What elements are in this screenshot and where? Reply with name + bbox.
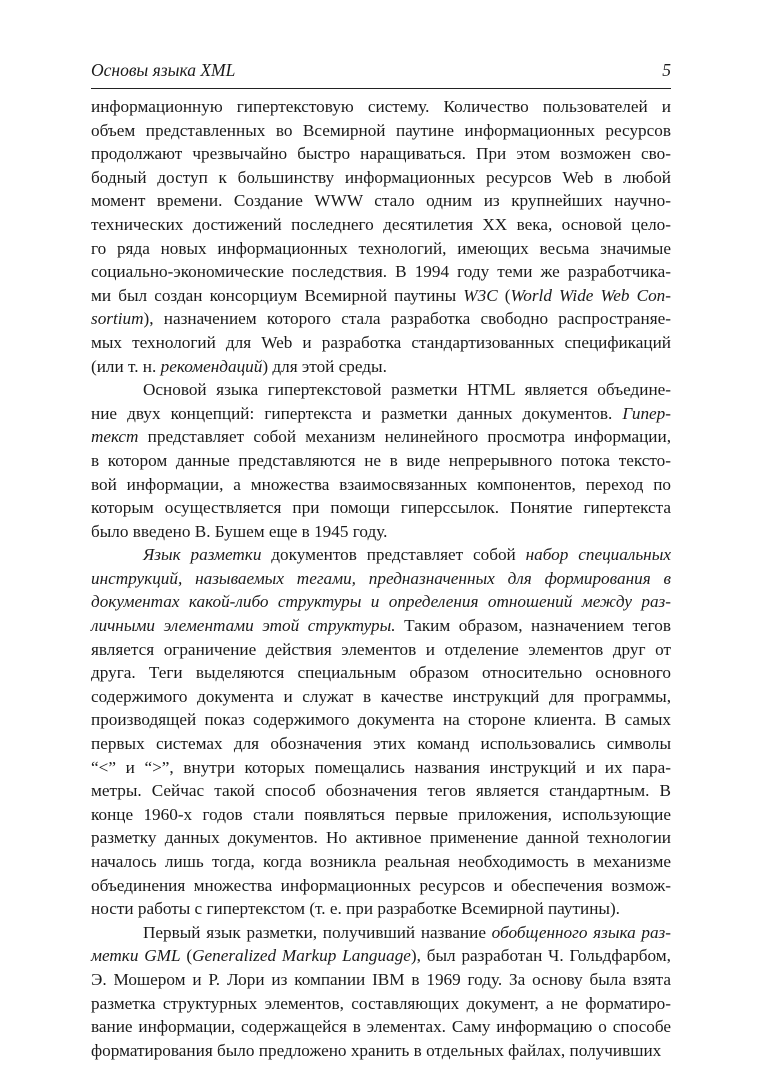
text-line	[91, 1039, 671, 1063]
text-run: (	[497, 285, 511, 305]
paragraph	[91, 921, 671, 1063]
italic-run: рекомендаций	[160, 356, 263, 376]
text-line	[91, 449, 671, 473]
text-run: ности работы с гипертекстом (т. е. при разработке Всемирной паутины).	[91, 899, 620, 919]
text-line	[91, 614, 671, 638]
text-run: го ряда новых информационных технологий, имеющих весьма значимые	[91, 238, 671, 258]
text-run: информационную гипертекстовую систему. Количество пользователей и	[91, 97, 671, 116]
italic-run: Язык разметки	[143, 545, 262, 565]
text-line	[91, 708, 671, 732]
text-line	[91, 850, 671, 874]
paragraph	[91, 543, 671, 921]
text-run: Таким образом, назначением тегов	[395, 616, 671, 636]
text-line	[91, 732, 671, 756]
text-run: является ограничение действия элементов и отделение элементов друг от	[91, 639, 671, 659]
text-run: производящей показ содержимого документа на стороне клиента. В самых	[91, 710, 671, 730]
text-run: “<” и “>”, внутри которых помещались названия инструкций и их пара-	[91, 757, 671, 777]
text-run: первых системах для обозначения этих команд использовались символы	[91, 734, 671, 754]
paragraph	[91, 95, 671, 378]
italic-run: метки GML	[91, 946, 181, 966]
text-run: бодный доступ к большинству информационных ресурсов Web в любой	[91, 167, 671, 187]
text-line	[91, 897, 671, 921]
text-line	[91, 473, 671, 497]
text-line	[91, 567, 671, 591]
text-run: технических достижений последнего десятилетия XX века, основой цело-	[91, 214, 671, 234]
text-line	[91, 921, 671, 945]
text-run: Первый язык разметки, получивший название	[143, 922, 492, 942]
paragraph	[91, 378, 671, 543]
text-line	[91, 166, 671, 190]
text-line	[91, 803, 671, 827]
text-run: конце 1960-х годов стали появляться первые приложения, использующие	[91, 804, 671, 824]
text-line	[91, 638, 671, 662]
text-run: мых технологий для Web и разработка стандартизованных спецификаций	[91, 332, 671, 352]
text-line	[91, 142, 671, 166]
text-run: друга. Теги выделяются специальным образом относительно основного	[91, 663, 671, 683]
text-line	[91, 756, 671, 780]
text-run: продолжают чрезвычайно быстро наращиваться. При этом возможен сво-	[91, 144, 671, 164]
text-line	[91, 496, 671, 520]
italic-run: sortium	[91, 309, 144, 329]
text-line	[91, 661, 671, 685]
text-line	[91, 402, 671, 426]
text-run: содержимого документа и служат в качестве инструкций для программы,	[91, 686, 671, 706]
text-line	[91, 874, 671, 898]
text-line	[91, 944, 671, 968]
text-run: ), был разработан Ч. Гольдфарбом,	[410, 946, 671, 966]
text-run: (или т. н.	[91, 356, 161, 376]
italic-run: World Wide Web Con-	[510, 285, 671, 305]
header-rule	[91, 88, 671, 89]
italic-run: обобщенного языка раз-	[491, 922, 671, 942]
text-line	[91, 425, 671, 449]
text-run: в котором данные представляются не в виде непрерывного потока тексто-	[91, 450, 671, 470]
running-header	[91, 60, 671, 84]
text-run: момент времени. Создание WWW стало одним из крупнейших научно-	[91, 191, 671, 211]
italic-run: личными элементами этой структуры.	[91, 616, 396, 636]
text-run: было введено В. Бушем еще в 1945 году.	[91, 521, 388, 541]
italic-run: Generalized Markup Language	[192, 946, 411, 966]
text-line	[91, 968, 671, 992]
page-number: 5	[662, 60, 671, 80]
text-line	[91, 520, 671, 544]
text-run: документов представляет собой	[261, 545, 526, 565]
text-line	[91, 95, 671, 119]
text-line	[91, 260, 671, 284]
text-line	[91, 1015, 671, 1039]
text-run: Основой языка гипертекстовой разметки HTML является объедине-	[143, 380, 671, 400]
text-run: форматирования было предложено хранить в отдельных файлах, получивших	[91, 1040, 662, 1060]
text-run: метры. Сейчас такой способ обозначения тегов является стандартным. В	[91, 781, 671, 801]
text-run: началось лишь тогда, когда возникла реальная необходимость в механизме	[91, 852, 671, 871]
text-line	[91, 685, 671, 709]
italic-run: Гипер-	[622, 403, 671, 423]
text-line	[91, 826, 671, 850]
text-run: ), назначением которого стала разработка свободно распространяе-	[143, 309, 671, 329]
text-line	[91, 590, 671, 614]
italic-run: набор специальных	[525, 545, 671, 565]
text-line	[91, 189, 671, 213]
text-line	[91, 779, 671, 803]
text-run: ) для этой среды.	[262, 356, 387, 376]
text-run: разметка структурных элементов, составляющих документ, а не форматиро-	[91, 993, 671, 1013]
body-text	[91, 95, 671, 1062]
text-line	[91, 378, 671, 402]
text-run: вание информации, содержащейся в элементах. Саму информацию о способе	[91, 1017, 671, 1037]
text-run: Э. Мошером и Р. Лори из компании IBM в 1969 году. За основу была взята	[91, 969, 671, 989]
italic-run: инструкций, называемых тегами, предназначенных для формирования в	[91, 568, 671, 588]
text-line	[91, 119, 671, 143]
italic-run: документах какой-либо структуры и определения отношений между раз-	[91, 592, 671, 612]
text-run: (	[180, 946, 193, 966]
text-run: объединения множества информационных ресурсов и обеспечения возмож-	[91, 875, 671, 895]
text-line	[91, 284, 671, 308]
text-run: ние двух концепций: гипертекста и разметки данных документов.	[91, 403, 623, 423]
text-run: объем представленных во Всемирной паутине информационных ресурсов	[91, 120, 671, 140]
text-line	[91, 331, 671, 355]
italic-run: W3C	[463, 285, 498, 305]
text-line	[91, 992, 671, 1016]
text-line	[91, 237, 671, 261]
text-line	[91, 213, 671, 237]
text-run: социально-экономические последствия. В 1994 году теми же разработчика-	[91, 262, 671, 282]
italic-run: текст	[91, 427, 139, 447]
text-line	[91, 307, 671, 331]
text-run: ми был создан консорциум Всемирной паутины	[91, 285, 464, 305]
text-run: представляет собой механизм нелинейного просмотра информации,	[138, 427, 671, 447]
text-run: разметку данных документов. Но активное применение данной технологии	[91, 828, 671, 848]
running-header-title: Основы языка XML	[91, 60, 236, 80]
text-run: вой информации, а множества взаимосвязанных компонентов, переход по	[91, 474, 671, 494]
text-line	[91, 355, 671, 379]
text-run: которым осуществляется при помощи гиперссылок. Понятие гипертекста	[91, 498, 671, 518]
text-line	[91, 543, 671, 567]
